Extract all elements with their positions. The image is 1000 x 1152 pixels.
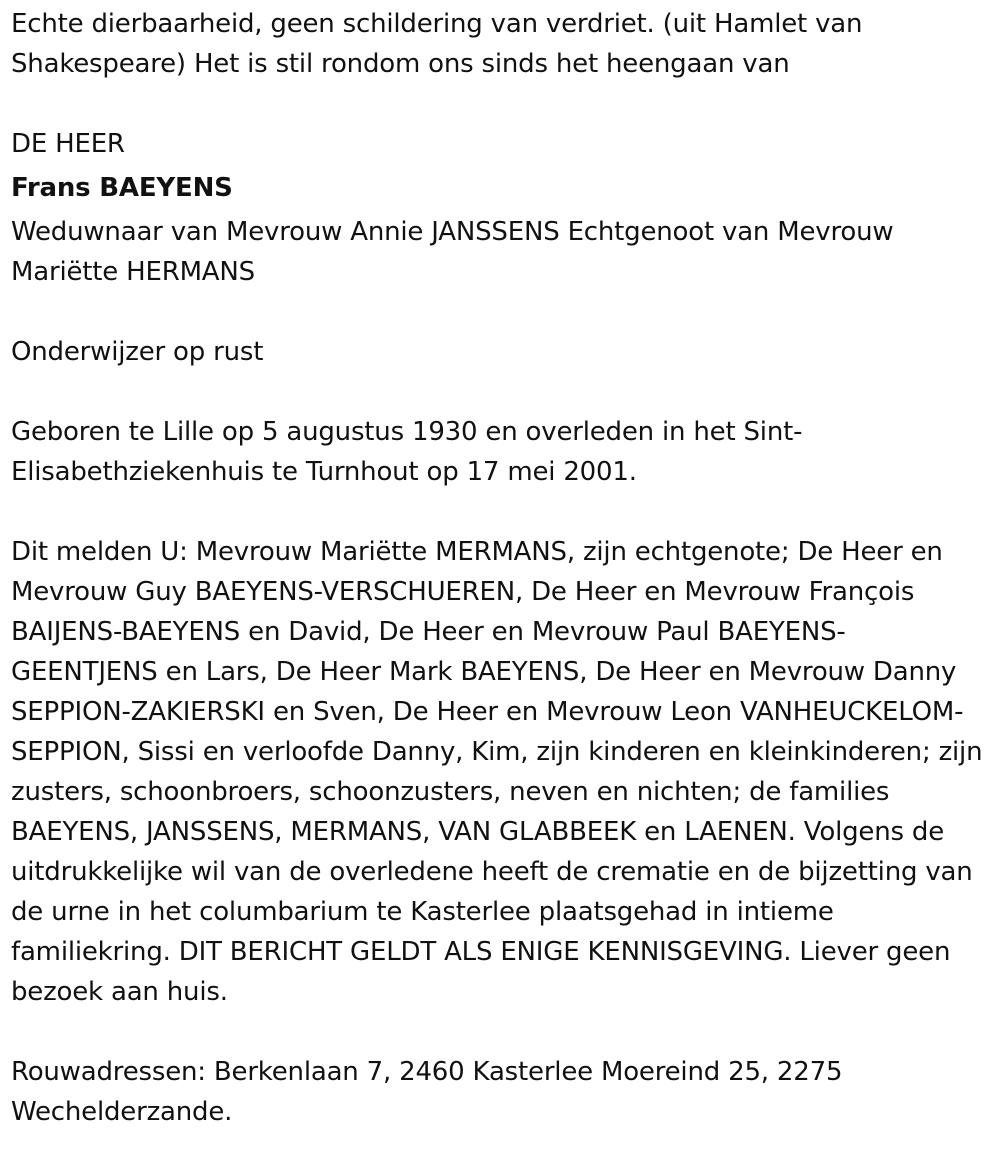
- deceased-title: DE HEER: [11, 129, 125, 159]
- relations: Weduwnaar van Mevrouw Annie JANSSENS Echtgenoot van Mevrouw Mariëtte HERMANS: [11, 217, 894, 287]
- profession: Onderwijzer op rust: [11, 337, 264, 367]
- birth-death-info: Geboren te Lille op 5 augustus 1930 en overleden in het Sint-Elisabethziekenhuis te Turnhout op 17 mei 2001.: [11, 417, 803, 487]
- spacer: [11, 1012, 991, 1052]
- spacer: [11, 84, 991, 124]
- spacer: [11, 292, 991, 332]
- deceased-name: Frans BAEYENS: [11, 173, 233, 203]
- intro-quote: Echte dierbaarheid, geen schildering van verdriet. (uit Hamlet van Shakespeare) Het is stil rondom ons sinds het heengaan van: [11, 9, 863, 79]
- spacer: [11, 492, 991, 532]
- obituary-notice: [11, 4, 991, 1132]
- mourning-addresses: Rouwadressen: Berkenlaan 7, 2460 Kasterlee Moereind 25, 2275 Wechelderzande.: [11, 1057, 843, 1127]
- announcement-text: Dit melden U: Mevrouw Mariëtte MERMANS, zijn echtgenote; De Heer en Mevrouw Guy BAEYENS-VERSCHUEREN, De Heer en Mevrouw François BAIJENS-BAEYENS en David, De Heer en Mevrouw Paul BAEYENS-GEENTJENS en Lars, De Heer Mark BAEYENS, De Heer en Mevrouw Danny SEPPION-ZAKIERSKI en Sven, De Heer en Mevrouw Leon VANHEUCKELOM-SEPPION, Sissi en verloofde Danny, Kim, zijn kinderen en kleinkinderen; zijn zusters, schoonbroers, schoonzusters, neven en nichten; de families BAEYENS, JANSSENS, MERMANS, VAN GLABBEEK en LAENEN. Volgens de uitdrukkelijke wil van de overledene heeft de crematie en de bijzetting van de urne in het columbarium te Kasterlee plaatsgehad in intieme familiekring. DIT BERICHT GELDT ALS ENIGE KENNISGEVING. Liever geen bezoek aan huis.: [11, 537, 983, 1007]
- spacer: [11, 372, 991, 412]
